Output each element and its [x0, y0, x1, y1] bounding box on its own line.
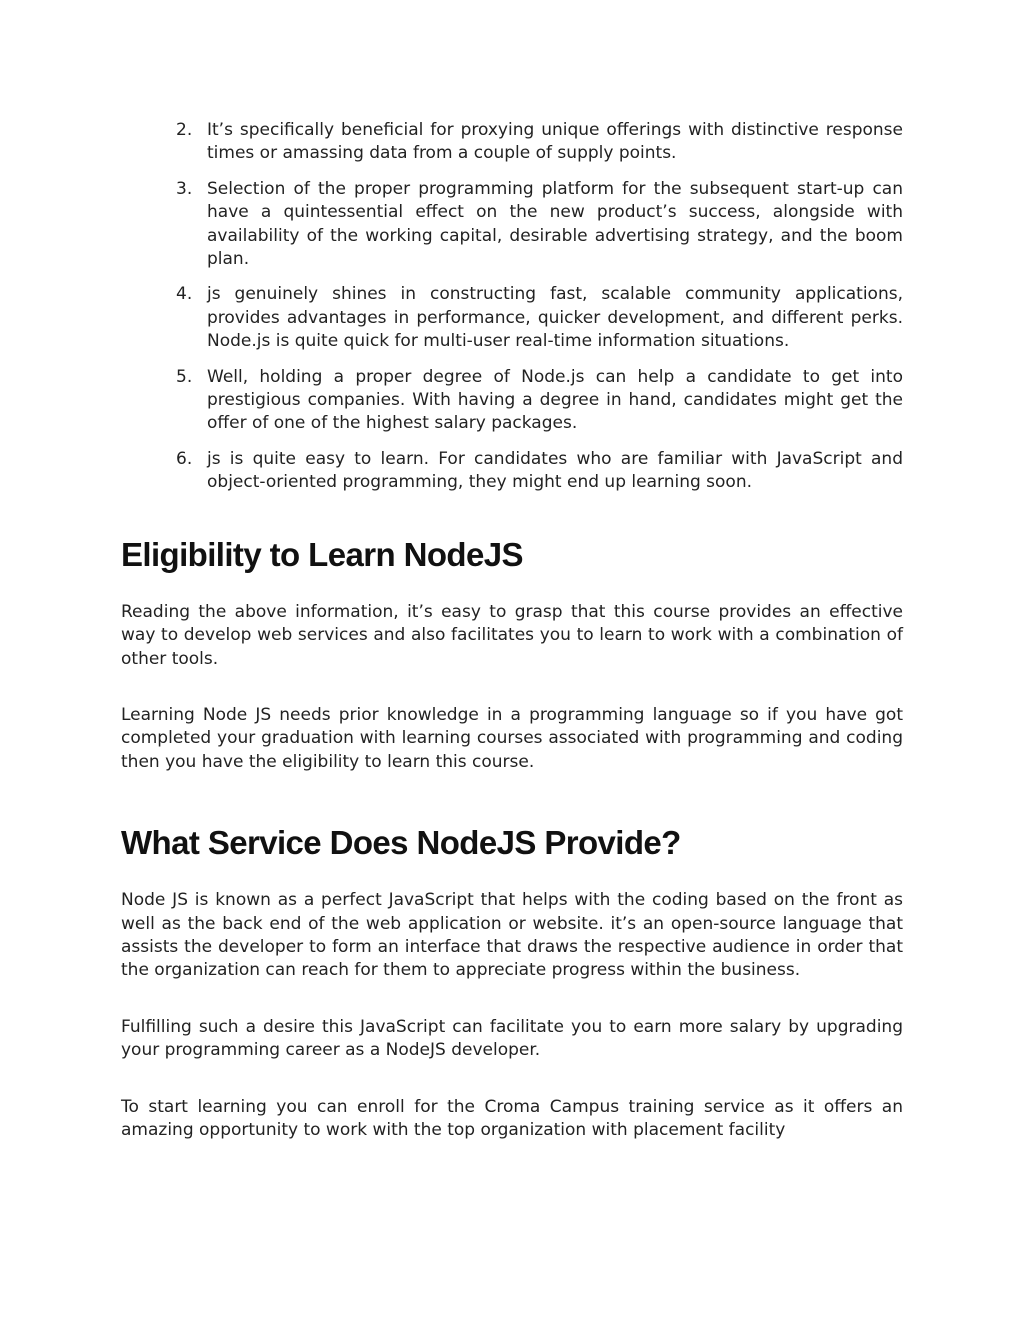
- service-paragraph-1: Node JS is known as a perfect JavaScript that helps with the coding based on the front as well as the back end of the web application or website. it’s an open-source language that assists the developer to form an interface that draws the respective audience in order that the organization can reach for them to appreciate progress within the business.: [121, 890, 903, 981]
- list-item-text: js genuinely shines in constructing fast, scalable community applications, provides advantages in performance, quicker development, and different perks. Node.js is quite quick for multi-user real-time information situations.: [207, 284, 903, 352]
- list-item-number: 2.: [176, 120, 193, 140]
- list-item: [121, 366, 903, 436]
- eligibility-paragraph-2: Learning Node JS needs prior knowledge in a programming language so if you have got completed your graduation with learning courses associated with programming and coding then you have the eligibility to learn this course.: [121, 704, 903, 772]
- list-item-number: 5.: [176, 366, 193, 387]
- service-paragraph-2: Fulfilling such a desire this JavaScript can facilitate you to earn more salary by upgrading your programming career as a NodeJS developer.: [121, 1016, 903, 1061]
- list-item-text: It’s specifically beneficial for proxying unique offerings with distinctive response times or amassing data from a couple of supply points.: [207, 120, 903, 164]
- list-item-number: 6.: [176, 448, 193, 469]
- list-item-text: Selection of the proper programming platform for the subsequent start-up can have a quintessential effect on the new product’s success, alongside with availability of the working capital, desirable advertising strategy, and the boom plan.: [207, 178, 903, 270]
- list-item-text: js is quite easy to learn. For candidates who are familiar with JavaScript and object-oriented programming, they might end up learning soon.: [207, 448, 903, 493]
- service-paragraph-3: To start learning you can enroll for the Croma Campus training service as it offers an amazing opportunity to work with the top organization with placement facility: [121, 1096, 903, 1140]
- eligibility-paragraph-1: Reading the above information, it’s easy to grasp that this course provides an effective way to develop web services and also facilitates you to learn to work with a combination of other tools.: [121, 601, 903, 669]
- list-item-text: Well, holding a proper degree of Node.js can help a candidate to get into prestigious companies. With having a degree in hand, candidates might get the offer of one of the highest salary packages.: [207, 366, 903, 434]
- list-item-number: 3.: [176, 178, 193, 199]
- list-item: [121, 448, 903, 495]
- service-heading: What Service Does NodeJS Provide?: [121, 824, 681, 862]
- numbered-list: [121, 119, 903, 495]
- list-item: [121, 178, 903, 272]
- list-item: [121, 283, 903, 353]
- list-item: [121, 119, 903, 166]
- eligibility-heading: Eligibility to Learn NodeJS: [121, 535, 523, 573]
- document-page: [121, 119, 903, 1142]
- list-item-number: 4.: [176, 284, 193, 305]
